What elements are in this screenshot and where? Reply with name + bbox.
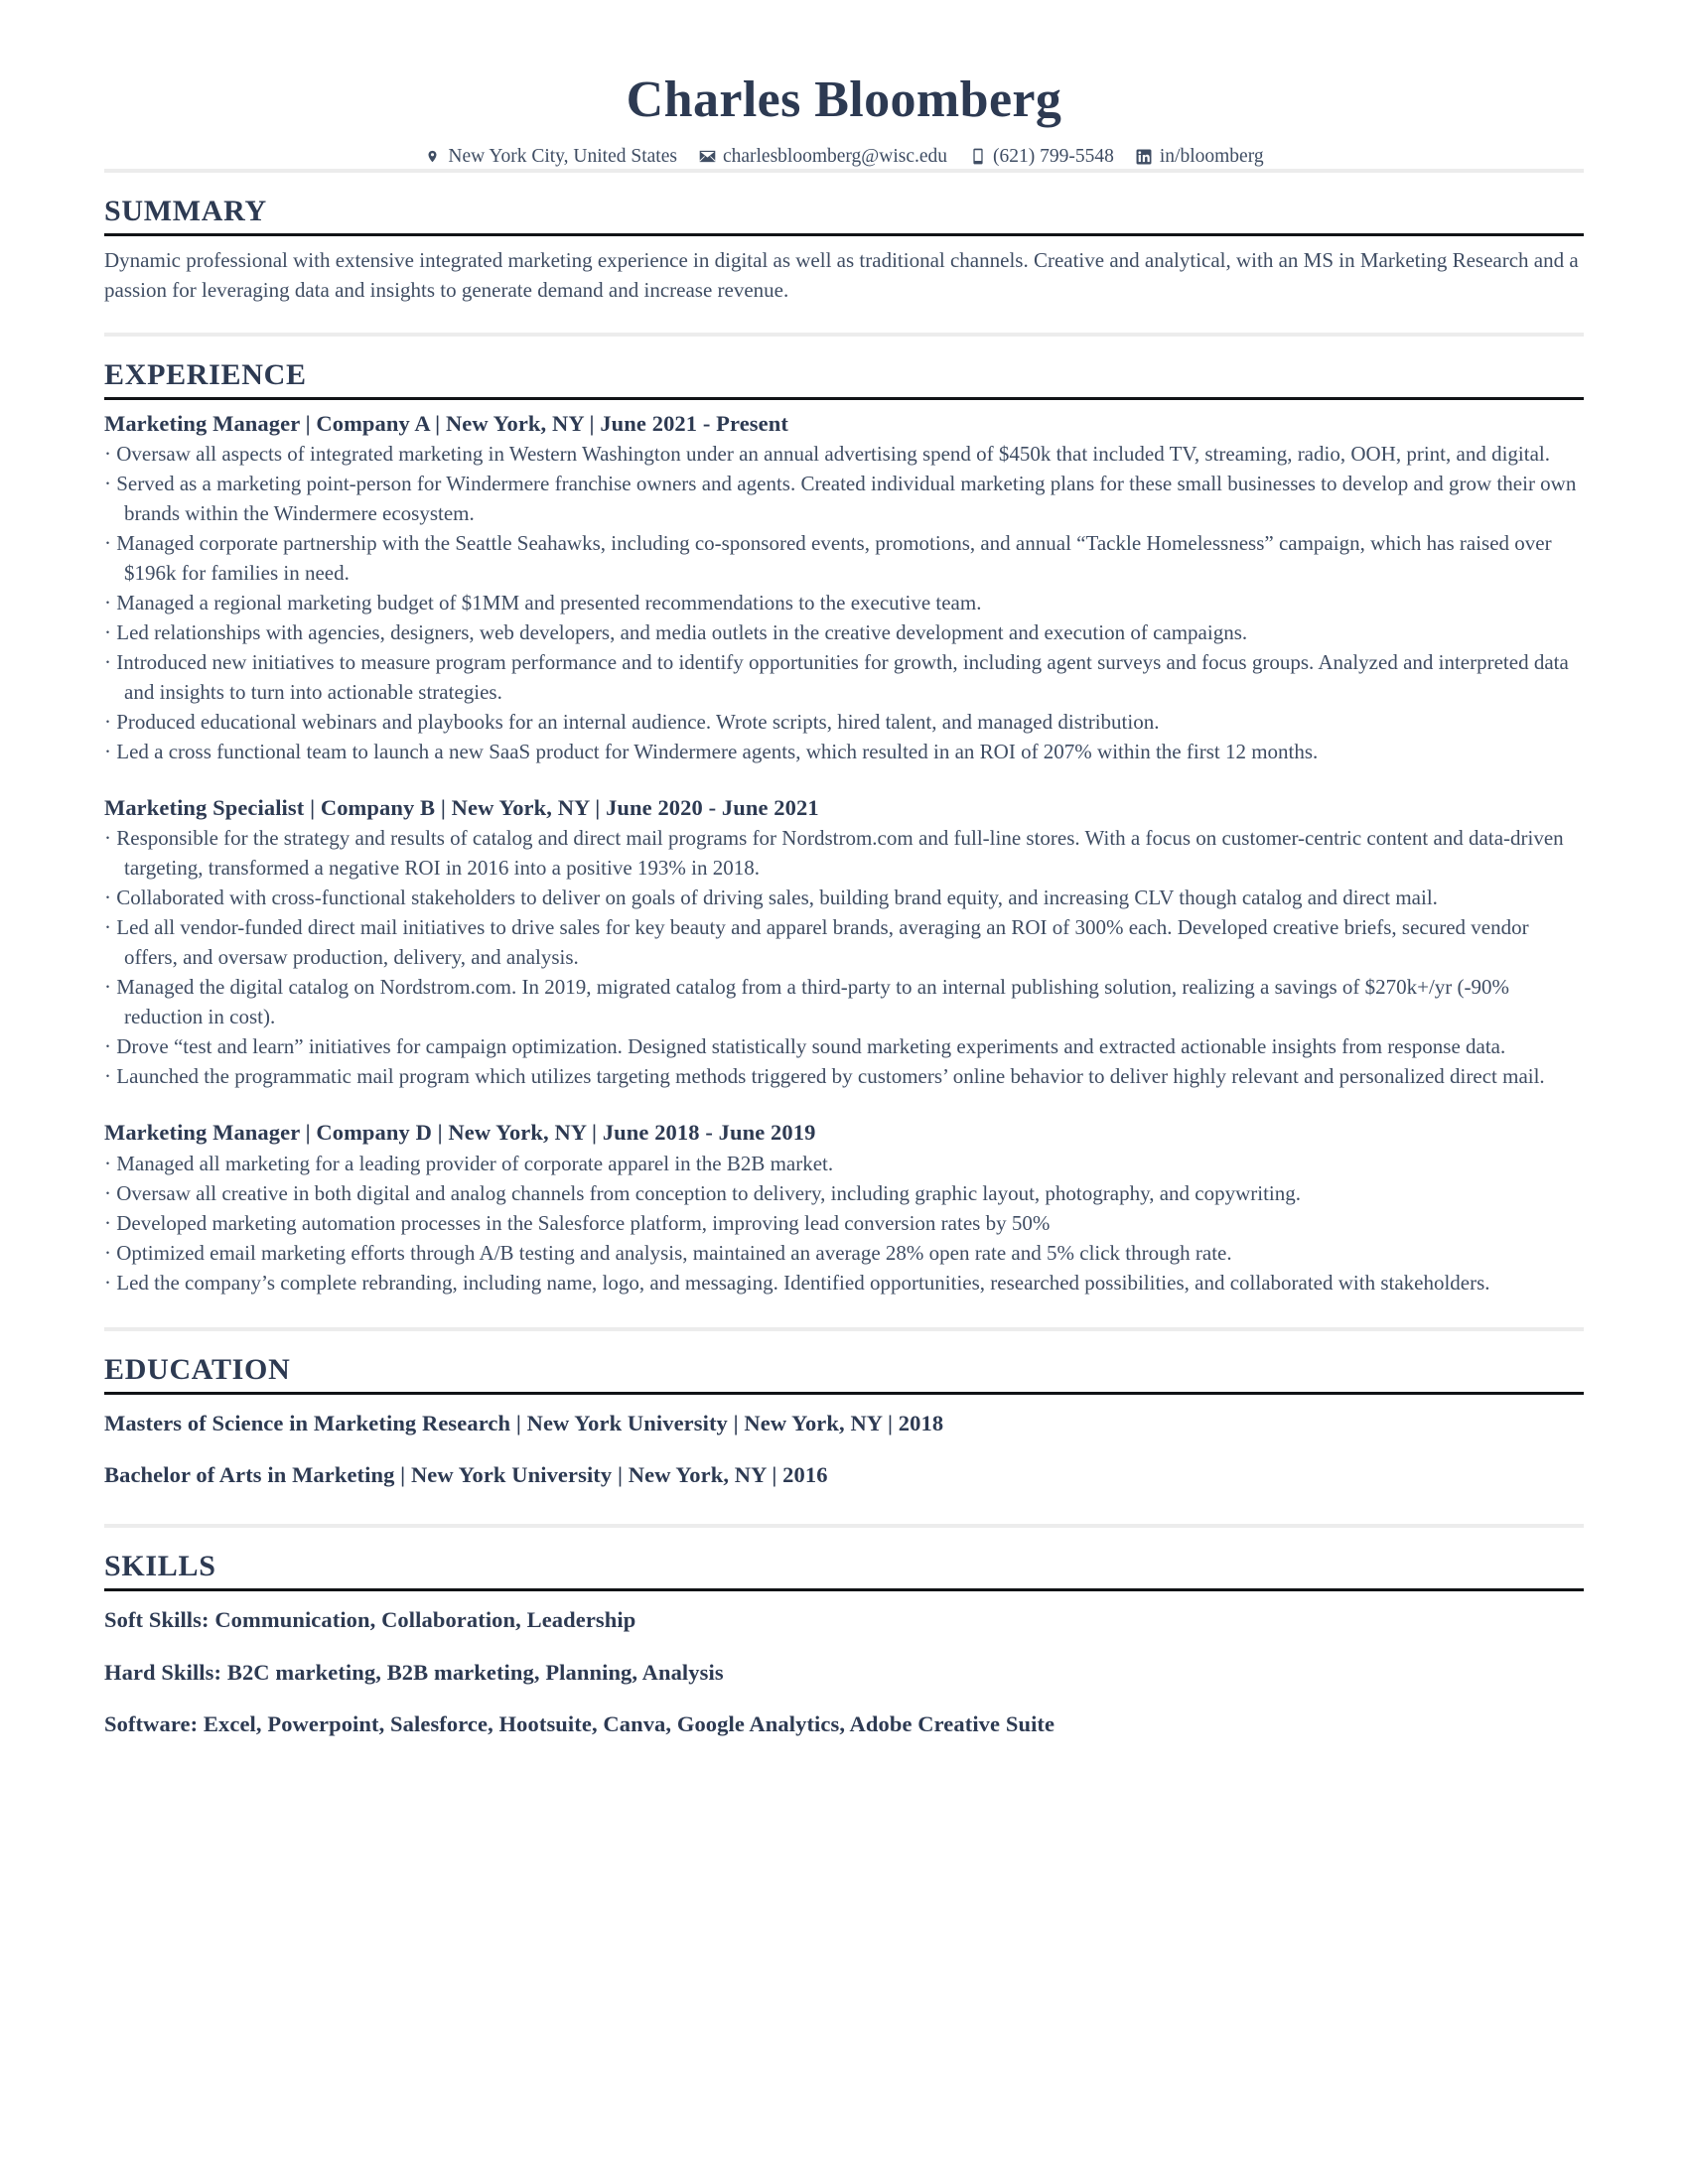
section-skills bbox=[104, 1524, 1584, 1743]
section-title-skills: SKILLS bbox=[104, 1550, 216, 1583]
experience-bullet: · Launched the programmatic mail program which utilizes targeting methods triggered by customers’ online behavior to deliver highly relevant and personalized direct mail. bbox=[104, 1061, 1584, 1091]
contact-item[interactable] bbox=[1136, 145, 1264, 168]
experience-bullet: · Led all vendor-funded direct mail initiatives to drive sales for key beauty and apparel brands, averaging an ROI of 300% each. Developed creative briefs, secured vendor offers, and oversaw production, delivery, and analysis. bbox=[104, 912, 1584, 972]
skills-list bbox=[104, 1600, 1584, 1743]
experience-bullet-list bbox=[104, 823, 1584, 1091]
experience-entry-heading: Marketing Manager | Company D | New York, NY | June 2018 - June 2019 bbox=[104, 1120, 816, 1146]
experience-bullet: · Optimized email marketing efforts through A/B testing and analysis, maintained an average 28% open rate and 5% click through rate. bbox=[104, 1238, 1584, 1268]
experience-bullet-list bbox=[104, 1149, 1584, 1297]
contact-line bbox=[0, 145, 1688, 168]
envelope-icon bbox=[699, 147, 716, 166]
contact-text: charlesbloomberg@wisc.edu bbox=[722, 146, 948, 168]
section-title-summary: SUMMARY bbox=[104, 194, 267, 227]
section-rule bbox=[104, 397, 1584, 400]
experience-bullet: · Managed a regional marketing budget of $1MM and presented recommendations to the executive team. bbox=[104, 588, 1584, 617]
contact-text: (621) 799-5548 bbox=[993, 146, 1114, 168]
experience-bullet: · Developed marketing automation processes in the Salesforce platform, improving lead conversion rates by 50% bbox=[104, 1208, 1584, 1238]
education-entry: Bachelor of Arts in Marketing | New York University | New York, NY | 2016 bbox=[104, 1462, 828, 1488]
contact-item[interactable] bbox=[969, 145, 1114, 168]
experience-entry-heading: Marketing Specialist | Company B | New York, NY | June 2020 - June 2021 bbox=[104, 795, 819, 821]
page-title: Charles Bloomberg bbox=[626, 71, 1062, 128]
experience-bullet-list bbox=[104, 439, 1584, 766]
experience-bullet: · Produced educational webinars and playbooks for an internal audience. Wrote scripts, hired talent, and managed distribution. bbox=[104, 707, 1584, 737]
skills-entry: Soft Skills: Communication, Collaboration, Leadership bbox=[104, 1607, 636, 1633]
skills-entry: Software: Excel, Powerpoint, Salesforce, Hootsuite, Canva, Google Analytics, Adobe Creative Suite bbox=[104, 1710, 1055, 1736]
experience-bullet: · Responsible for the strategy and results of catalog and direct mail programs for Nordstrom.com and full-line stores. With a focus on customer-centric content and data-driven targeting, transformed a negative ROI in 2016 into a positive 193% in 2018. bbox=[104, 823, 1584, 883]
section-experience bbox=[104, 333, 1584, 1327]
summary-text: Dynamic professional with extensive integrated marketing experience in digital as well as traditional channels. Creative and analytical, with an MS in Marketing Research and a passion for leveraging data and insights to generate demand and increase revenue. bbox=[104, 247, 1579, 302]
section-title-education: EDUCATION bbox=[104, 1352, 291, 1386]
experience-bullet: · Managed all marketing for a leading provider of corporate apparel in the B2B market. bbox=[104, 1149, 1584, 1178]
contact-item[interactable] bbox=[424, 145, 677, 168]
experience-bullet: · Oversaw all creative in both digital and analog channels from conception to delivery, including graphic layout, photography, and copywriting. bbox=[104, 1178, 1584, 1208]
experience-entry bbox=[104, 1118, 1584, 1297]
linkedin-icon bbox=[1136, 147, 1153, 166]
experience-list bbox=[104, 409, 1584, 1297]
resume-header bbox=[0, 0, 1688, 169]
skills-entry: Hard Skills: B2C marketing, B2B marketing, Planning, Analysis bbox=[104, 1659, 724, 1685]
experience-bullet: · Led relationships with agencies, designers, web developers, and media outlets in the creative development and execution of campaigns. bbox=[104, 617, 1584, 647]
education-entry: Masters of Science in Marketing Research | New York University | New York, NY | 2018 bbox=[104, 1410, 944, 1435]
section-rule bbox=[104, 1588, 1584, 1591]
experience-bullet: · Managed corporate partnership with the Seattle Seahawks, including co-sponsored events, promotions, and annual “Tackle Homelessness” campaign, which has raised over $196k for families in need. bbox=[104, 528, 1584, 588]
experience-entry bbox=[104, 409, 1584, 766]
contact-item[interactable] bbox=[699, 145, 947, 168]
section-rule bbox=[104, 233, 1584, 236]
spacer bbox=[104, 1494, 1584, 1524]
resume-body bbox=[0, 169, 1688, 1743]
experience-bullet: · Managed the digital catalog on Nordstrom.com. In 2019, migrated catalog from a third-party to an internal publishing solution, realizing a savings of $270k+/yr (-90% reduction in cost). bbox=[104, 972, 1584, 1031]
experience-bullet: · Oversaw all aspects of integrated marketing in Western Washington under an annual advertising spend of $450k that included TV, streaming, radio, OOH, print, and digital. bbox=[104, 439, 1584, 469]
contact-text: New York City, United States bbox=[448, 146, 677, 168]
experience-entry bbox=[104, 793, 1584, 1091]
section-summary bbox=[104, 169, 1584, 333]
contact-text: in/bloomberg bbox=[1159, 146, 1264, 168]
experience-bullet: · Served as a marketing point-person for Windermere franchise owners and agents. Created individual marketing plans for these small businesses to develop and grow their own brands within the Windermere ecosystem. bbox=[104, 469, 1584, 528]
spacer bbox=[104, 1297, 1584, 1327]
experience-entry-heading: Marketing Manager | Company A | New York, NY | June 2021 - Present bbox=[104, 410, 788, 436]
section-title-experience: EXPERIENCE bbox=[104, 357, 307, 391]
experience-bullet: · Introduced new initiatives to measure program performance and to identify opportunities for growth, including agent surveys and focus groups. Analyzed and interpreted data and insights to turn into actionable strategies. bbox=[104, 647, 1584, 707]
section-rule bbox=[104, 1392, 1584, 1395]
mobile-phone-icon bbox=[969, 147, 986, 166]
location-pin-icon bbox=[424, 147, 441, 166]
experience-bullet: · Collaborated with cross-functional stakeholders to deliver on goals of driving sales, building brand equity, and increasing CLV though catalog and direct mail. bbox=[104, 883, 1584, 912]
experience-bullet: · Led a cross functional team to launch a new SaaS product for Windermere agents, which resulted in an ROI of 207% within the first 12 months. bbox=[104, 737, 1584, 766]
education-list bbox=[104, 1404, 1584, 1495]
section-education bbox=[104, 1327, 1584, 1525]
experience-bullet: · Drove “test and learn” initiatives for campaign optimization. Designed statistically sound marketing experiments and extracted actionable insights from response data. bbox=[104, 1031, 1584, 1061]
experience-bullet: · Led the company’s complete rebranding, including name, logo, and messaging. Identified opportunities, researched possibilities, and collaborated with stakeholders. bbox=[104, 1268, 1584, 1297]
